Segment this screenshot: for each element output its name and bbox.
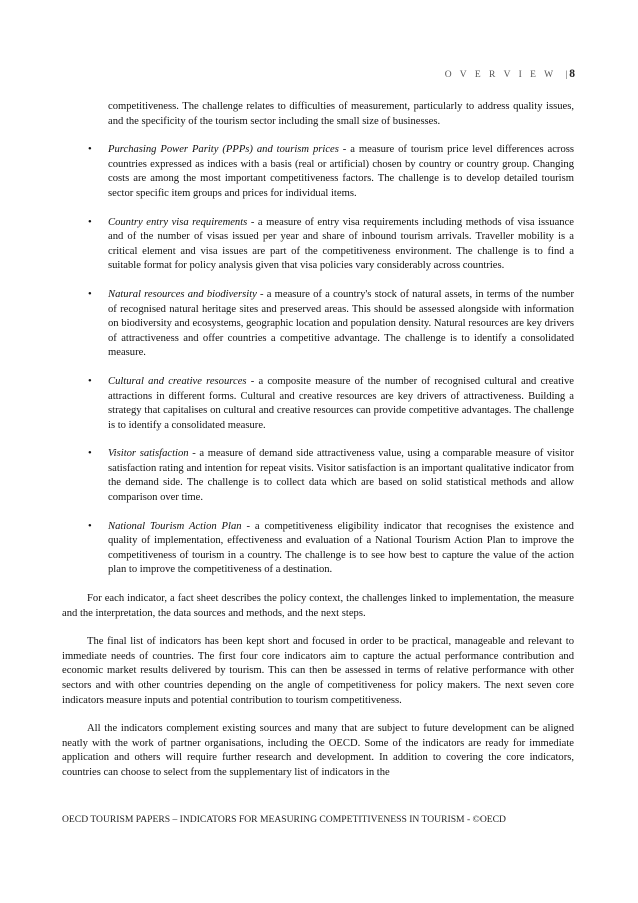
indicator-description: - a measure of tourism price level differences across countries expressed as indices with a basis (real or artificial) chosen by country or country group. Changing costs are among the most important competitiveness factors. The challenge is to develop detailed tourism sector specific item groups and prices for individual items. [108,144,574,199]
bullet-icon: • [88,288,92,300]
bullet-icon: • [88,448,92,460]
bullet-icon: • [88,375,92,387]
indicator-description: - a competitiveness eligibility indicator that recognises the existence and quality of implementation, effectiveness and evaluation of a National Tourism Action Plan to improve the competitiveness of tourism in a country. The challenge is to see how best to capture the value of the action plan to improve the competitiveness of a destination. [108,520,574,576]
indicator-term: Natural resources and biodiversity [108,288,257,300]
list-item [62,288,574,361]
body-paragraph: For each indicator, a fact sheet describes the policy context, the challenges linked to implementation, the measure and the interpretation, the data sources and methods, and the next steps. [62,593,574,619]
body-text [62,100,574,795]
indicator-list [62,143,574,578]
running-header [445,68,575,80]
bullet-icon: • [88,520,92,532]
page-number: 8 [569,68,575,80]
indicator-description: - a measure of a country's stock of natural assets, in terms of the number of recognised natural heritage sites and preserved areas. This should be assessed alongside with information on biodiversity and ecosystems, geographic location and population density. Natural resources are key drivers of attractiveness and offer countries a competitive advantage. The challenge is to identify a consolidated measure. [108,288,574,359]
indicator-description: - a measure of demand side attractiveness value, using a comparable measure of visitor satisfaction rating and intention for repeat visits. Visitor satisfaction is an important qualitative indicator from the demand side. The challenge is to collect data which are based on solid statistical methods and allow comparison over time. [108,448,575,504]
header-separator: | [565,70,568,80]
indicator-term: Visitor satisfaction [108,448,189,460]
list-item [62,520,574,578]
list-item [62,375,574,433]
body-paragraph: All the indicators complement existing sources and many that are subject to future development can be aligned neatly with the work of partner organisations, including the OECD. Some of the indicators are ready for immediate application and others will require further research and development. In addition to covering the core indicators, countries can choose to select from the supplementary list of indicators in the [62,723,574,778]
continuation-paragraph: competitiveness. The challenge relates to difficulties of measurement, particularly to address quality issues, and the specificity of the tourism sector including the small size of businesses. [108,101,574,127]
indicator-description: - a composite measure of the number of recognised cultural and creative attractions in different forms. Cultural and creative resources are key drivers of attractiveness. Building a strategy that capitalises on cultural and creative resources can provide competitive advantages. The challenge is to identify a consolidated measure. [108,375,575,431]
bullet-icon: • [88,216,92,228]
list-item [62,216,574,274]
list-item [62,447,574,505]
indicator-term: National Tourism Action Plan [108,520,242,532]
list-item [62,143,574,201]
running-footer: OECD TOURISM PAPERS – INDICATORS FOR MEASURING COMPETITIVENESS IN TOURISM - ©OECD [62,814,506,825]
section-title: O V E R V I E W [444,70,556,80]
body-paragraph: The final list of indicators has been kept short and focused in order to be practical, manageable and relevant to immediate needs of countries. The first four core indicators aim to capture the actual performance contribution and economic market results delivered by tourism. This can then be assessed in terms of relative performance with other sectors and with other countries depending on the angle of competitiveness for policy makers. The next seven core indicators measure inputs and potential contribution to tourism competitiveness. [62,636,574,706]
bullet-icon: • [88,144,92,156]
indicator-description: - a measure of entry visa requirements including methods of visa issuance and of the number of visas issued per year and share of inbound tourism arrivals. Traveller mobility is a critical element and visa issues are part of the competitiveness environment. The challenge is to find a suitable format for policy analysis given that visa policies vary considerably across countries. [108,216,574,272]
indicator-term: Cultural and creative resources [108,375,247,387]
indicator-term: Country entry visa requirements [108,216,248,228]
indicator-term: Purchasing Power Parity (PPPs) and tourism prices [108,144,339,156]
